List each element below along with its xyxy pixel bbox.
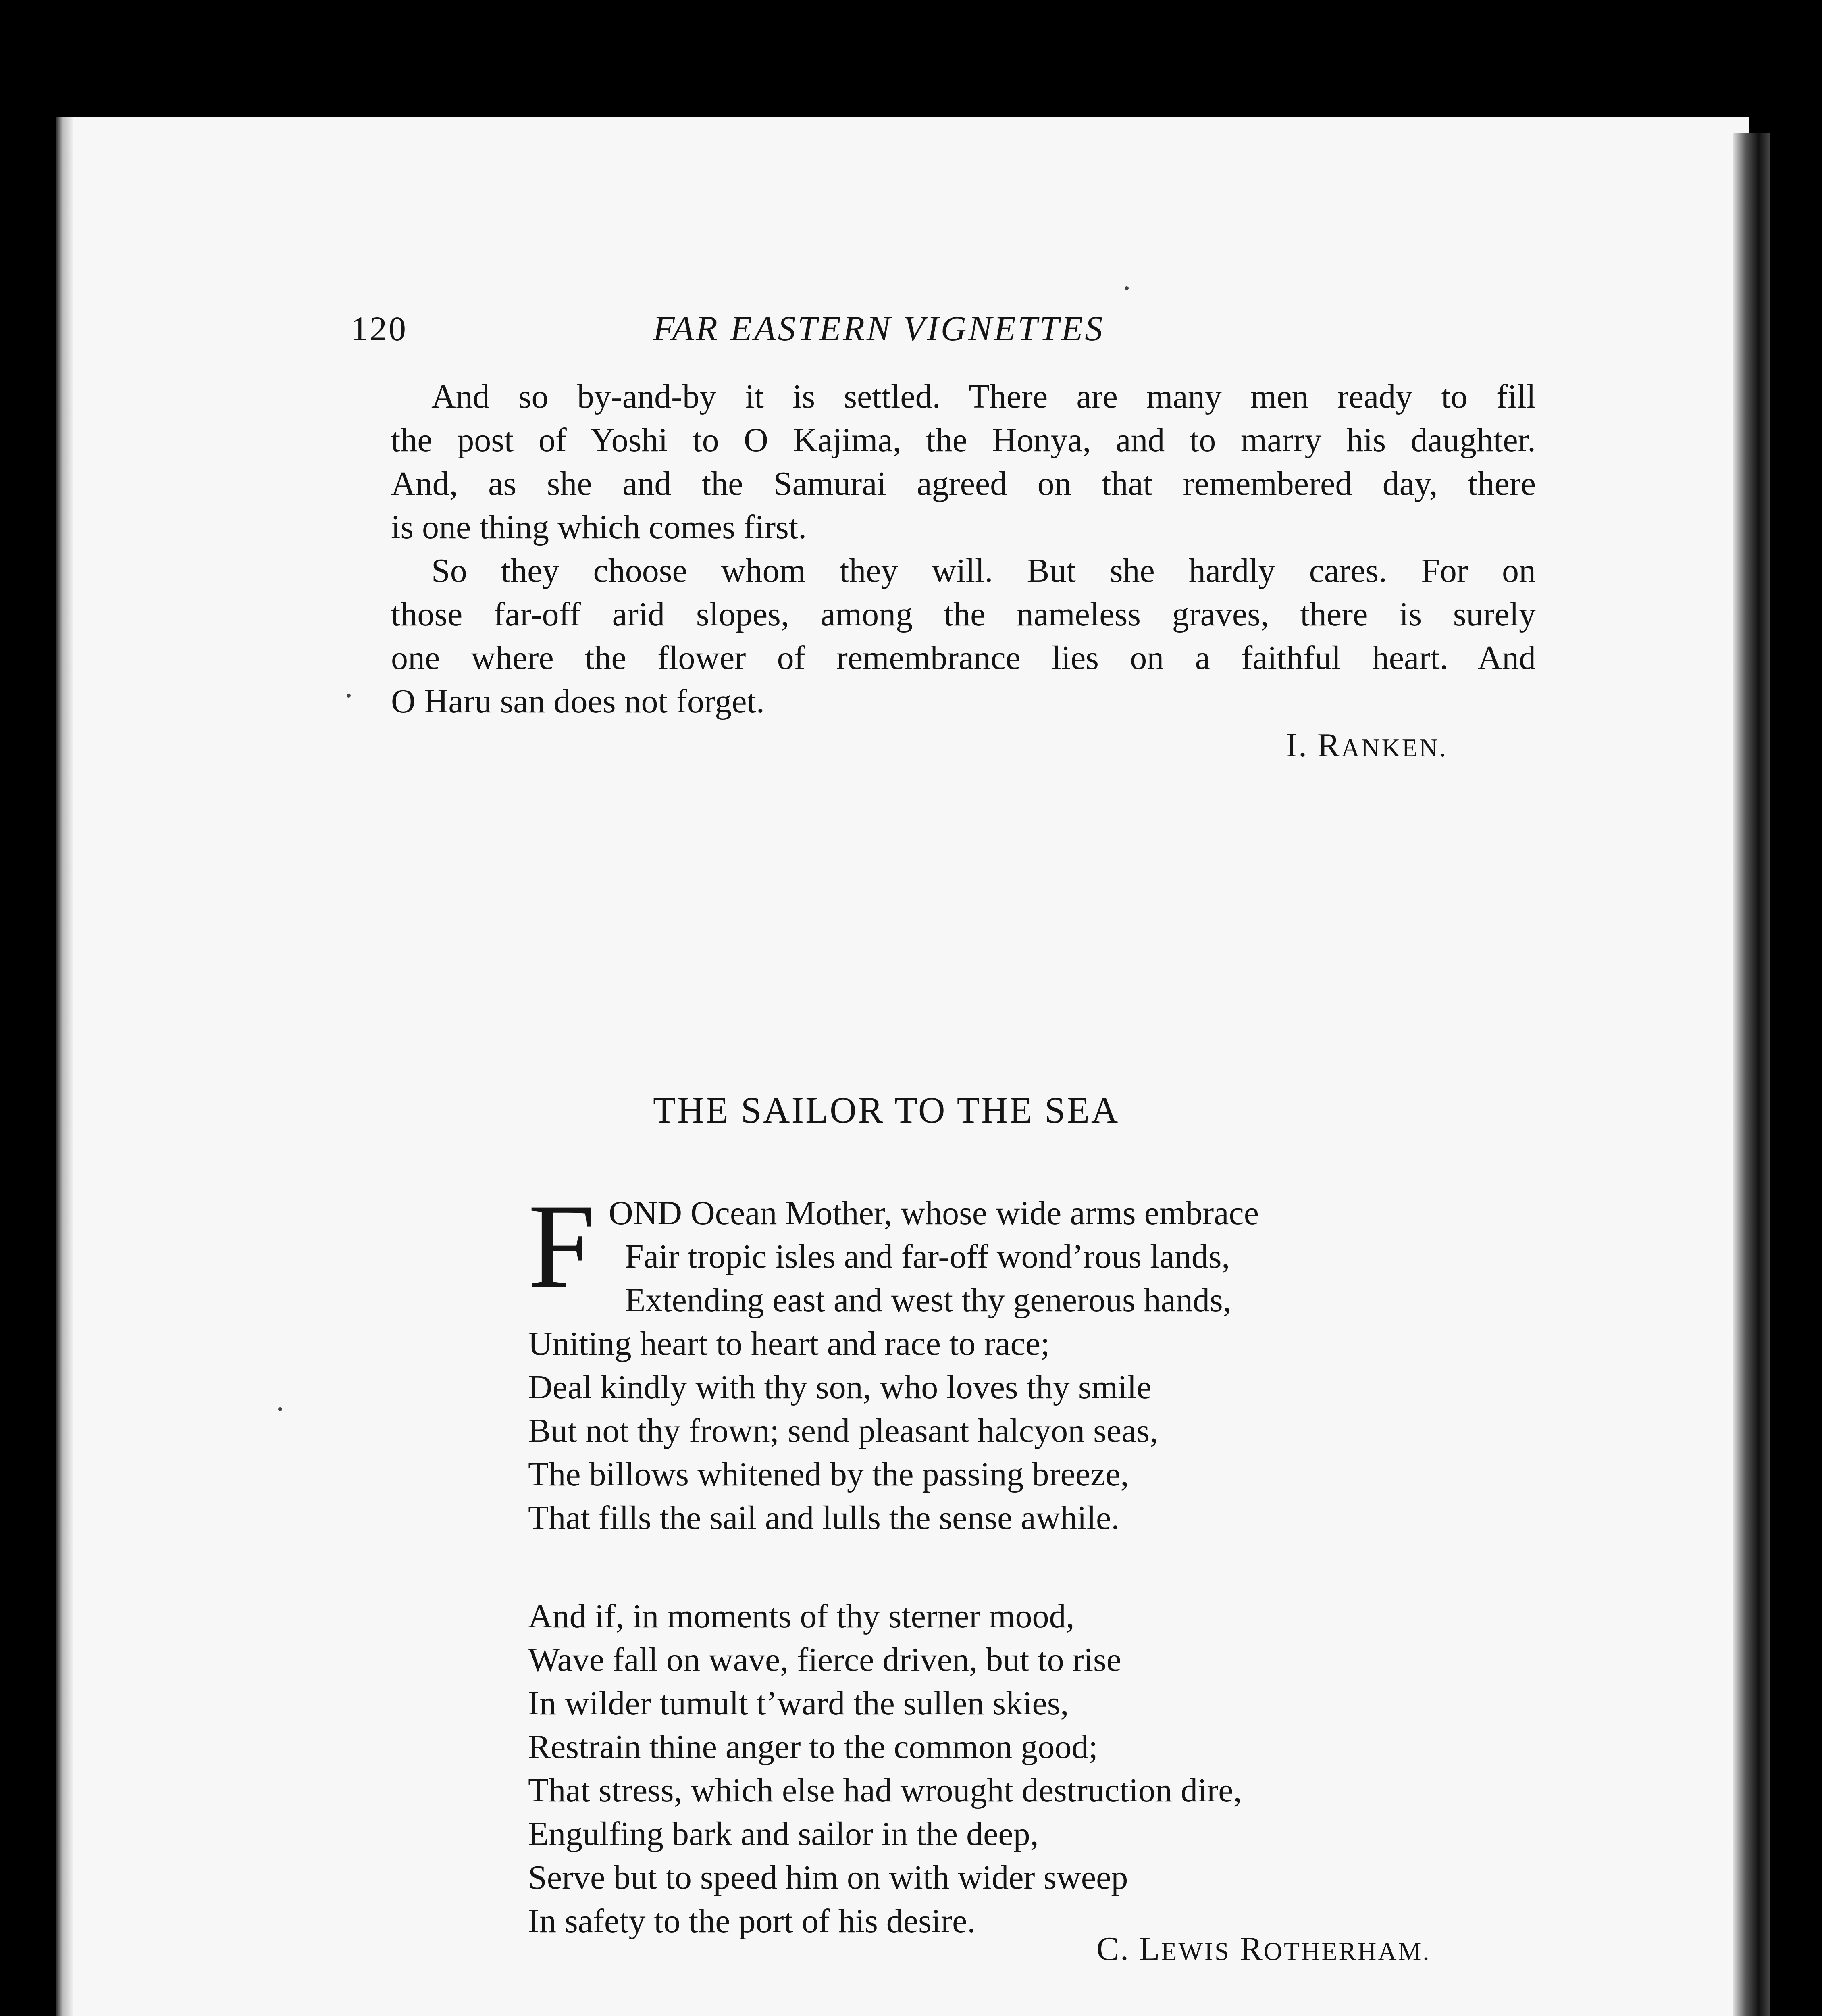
- page-number: 120: [351, 309, 408, 348]
- poem-line: In safety to the port of his desire.: [528, 1902, 976, 1940]
- poem-line: Uniting heart to heart and race to race;: [528, 1325, 1050, 1362]
- author-signature: [1286, 726, 1448, 765]
- poem-line: And if, in moments of thy sterner mood,: [528, 1597, 1075, 1635]
- drop-cap: F: [528, 1179, 595, 1313]
- page-fore-edge: [1733, 133, 1770, 2016]
- paragraph: [391, 375, 1536, 549]
- poem-line: But not thy frown; send pleasant halcyon seas,: [528, 1412, 1159, 1450]
- poem-line: Engulfing bark and sailor in the deep,: [528, 1815, 1039, 1853]
- running-title: FAR EASTERN VIGNETTES: [653, 309, 1105, 348]
- scan-speck: [347, 694, 351, 698]
- signature-initial: C.: [1096, 1930, 1130, 1968]
- poem-line: That stress, which else had wrought destruction dire,: [528, 1772, 1242, 1809]
- signature-small-caps: ANKEN.: [1341, 733, 1448, 762]
- scan-speck: [278, 1407, 282, 1411]
- poem-line: Restrain thine anger to the common good;: [528, 1728, 1098, 1766]
- poem-line: The billows whitened by the passing breeze,: [528, 1456, 1129, 1493]
- poem-line: That fills the sail and lulls the sense awhile.: [528, 1499, 1120, 1537]
- poem-line: Wave fall on wave, fierce driven, but to rise: [528, 1641, 1121, 1679]
- running-head: [351, 308, 1560, 357]
- poet-signature: [1096, 1929, 1431, 1968]
- prose-line: And, as she and the Samurai agreed on that remembered day, there: [391, 465, 1536, 502]
- signature-small-caps: EWIS: [1161, 1937, 1231, 1966]
- poem-line: OND Ocean Mother, whose wide arms embrace: [609, 1194, 1259, 1232]
- prose-line: is one thing which comes first.: [391, 508, 807, 546]
- signature-capital: R: [1240, 1930, 1264, 1968]
- prose-line: one where the flower of remembrance lies on a faithful heart. And: [391, 639, 1536, 677]
- poem-body: [528, 1191, 1259, 1943]
- poem-line: Extending east and west thy generous hands,: [625, 1281, 1231, 1319]
- prose-line: And so by-and-by it is settled. There are many men ready to fill: [431, 378, 1536, 415]
- poem-title: THE SAILOR TO THE SEA: [653, 1089, 1120, 1131]
- prose-body: [391, 375, 1536, 723]
- signature-initial: I.: [1286, 727, 1308, 764]
- prose-line: O Haru san does not forget.: [391, 683, 765, 720]
- poem-line: Serve but to speed him on with wider sweep: [528, 1859, 1128, 1896]
- signature-capital: R: [1317, 727, 1342, 764]
- poem-line: Fair tropic isles and far-off wond’rous lands,: [625, 1238, 1230, 1275]
- prose-line: So they choose whom they will. But she hardly cares. For on: [431, 552, 1536, 589]
- paragraph: [391, 549, 1536, 723]
- prose-line: the post of Yoshi to O Kajima, the Honya, and to marry his daughter.: [391, 421, 1536, 459]
- stanza-break: [528, 1540, 1259, 1595]
- page-binding-edge: [56, 117, 73, 2016]
- signature-capital: L: [1139, 1930, 1161, 1968]
- scan-speck: [1125, 286, 1129, 290]
- poem-line: Deal kindly with thy son, who loves thy smile: [528, 1368, 1152, 1406]
- signature-small-caps: OTHERHAM.: [1263, 1937, 1431, 1966]
- poem-line: In wilder tumult t’ward the sullen skies,: [528, 1685, 1069, 1722]
- prose-line: those far-off arid slopes, among the nameless graves, there is surely: [391, 596, 1536, 633]
